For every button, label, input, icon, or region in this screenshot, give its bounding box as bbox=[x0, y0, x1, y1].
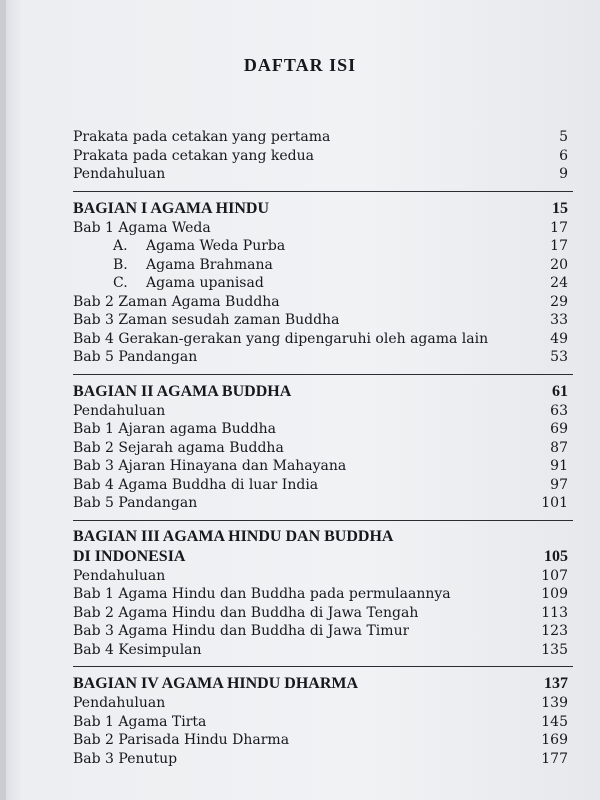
part-page: 105 bbox=[544, 547, 568, 565]
part-page: 137 bbox=[544, 675, 568, 692]
entry-page: 24 bbox=[550, 275, 568, 291]
part-heading bbox=[73, 198, 568, 219]
entry-label: Pendahuluan bbox=[73, 695, 166, 711]
entry-label: Bab 4 Agama Buddha di luar India bbox=[73, 476, 319, 493]
toc-entry bbox=[73, 567, 568, 586]
entry-page: 6 bbox=[559, 147, 568, 164]
entry-page: 169 bbox=[541, 732, 568, 748]
entry-page: 145 bbox=[541, 713, 568, 730]
part-title-line1: BAGIAN III AGAMA HINDU DAN BUDDHA bbox=[73, 527, 394, 545]
entry-page: 113 bbox=[541, 604, 568, 621]
toc-entry bbox=[73, 457, 568, 476]
entry-page: 69 bbox=[550, 421, 568, 437]
entry-page: 109 bbox=[541, 586, 568, 602]
entry-page: 87 bbox=[550, 439, 568, 456]
entry-label: Pendahuluan bbox=[73, 166, 166, 182]
entry-label: Bab 2 Agama Hindu dan Buddha di Jawa Tengah bbox=[73, 604, 419, 621]
toc-entry bbox=[73, 439, 568, 458]
part-title: BAGIAN II AGAMA BUDDHA bbox=[73, 382, 292, 400]
toc-entry bbox=[73, 604, 568, 623]
section-divider bbox=[73, 374, 573, 375]
entry-page: 20 bbox=[550, 256, 568, 273]
toc-entry bbox=[73, 348, 568, 367]
entry-page: 33 bbox=[550, 312, 568, 328]
entry-label: Bab 4 Gerakan-gerakan yang dipengaruhi oleh agama lain bbox=[73, 330, 489, 347]
entry-label: Bab 4 Kesimpulan bbox=[73, 641, 202, 658]
part-heading bbox=[73, 547, 568, 567]
part-heading bbox=[73, 381, 568, 402]
part-title-line2: DI INDONESIA bbox=[73, 547, 186, 565]
entry-label: Bab 2 Sejarah agama Buddha bbox=[73, 439, 284, 456]
toc-subentry bbox=[73, 237, 568, 256]
part-heading bbox=[73, 673, 568, 694]
entry-label: Bab 1 Agama Tirta bbox=[73, 713, 207, 730]
entry-page: 107 bbox=[541, 567, 568, 584]
entry-page: 49 bbox=[550, 330, 568, 347]
toc-entry bbox=[73, 713, 568, 732]
entry-page: 9 bbox=[559, 166, 568, 182]
part-page: 15 bbox=[552, 199, 568, 217]
toc-entry bbox=[73, 694, 568, 713]
entry-page: 139 bbox=[541, 695, 568, 711]
part-heading bbox=[73, 527, 568, 547]
entry-page: 91 bbox=[550, 458, 568, 474]
entry-label: Agama upanisad bbox=[146, 275, 264, 291]
entry-page: 101 bbox=[541, 495, 568, 511]
entry-page: 29 bbox=[550, 293, 568, 310]
toc-entry bbox=[73, 128, 568, 147]
entry-label: Pendahuluan bbox=[73, 402, 166, 419]
entry-label: Prakata pada cetakan yang kedua bbox=[73, 147, 314, 164]
section-divider bbox=[73, 666, 573, 667]
entry-label: Bab 3 Zaman sesudah zaman Buddha bbox=[73, 312, 340, 328]
subentry-letter: C. bbox=[113, 275, 128, 291]
entry-label: Bab 3 Agama Hindu dan Buddha di Jawa Timur bbox=[73, 623, 410, 639]
entry-label: Bab 1 Ajaran agama Buddha bbox=[73, 421, 277, 437]
entry-label: Bab 3 Penutup bbox=[73, 750, 178, 767]
part-title: BAGIAN IV AGAMA HINDU DHARMA bbox=[73, 675, 359, 692]
toc-entry bbox=[73, 731, 568, 750]
table-of-contents bbox=[73, 128, 568, 768]
entry-page: 97 bbox=[550, 476, 568, 493]
entry-page: 5 bbox=[559, 129, 568, 145]
entry-label: Bab 2 Parisada Hindu Dharma bbox=[73, 732, 290, 748]
page-title: DAFTAR ISI bbox=[243, 55, 357, 75]
toc-entry bbox=[73, 420, 568, 439]
part-page: 61 bbox=[552, 382, 568, 400]
entry-page: 17 bbox=[550, 238, 568, 254]
entry-label: Prakata pada cetakan yang pertama bbox=[73, 129, 331, 145]
toc-subentry bbox=[73, 274, 568, 293]
part-title: BAGIAN I AGAMA HINDU bbox=[73, 199, 270, 217]
section-divider bbox=[73, 191, 573, 192]
entry-page: 17 bbox=[550, 219, 568, 236]
entry-label: Bab 5 Pandangan bbox=[73, 349, 198, 365]
toc-entry bbox=[73, 219, 568, 238]
toc-entry bbox=[73, 165, 568, 184]
subentry-letter: B. bbox=[113, 256, 128, 273]
toc-entry bbox=[73, 147, 568, 166]
toc-entry bbox=[73, 641, 568, 660]
toc-entry bbox=[73, 622, 568, 641]
toc-entry bbox=[73, 585, 568, 604]
entry-label: Bab 1 Agama Weda bbox=[73, 219, 211, 236]
section-divider bbox=[73, 520, 573, 521]
entry-label: Bab 1 Agama Hindu dan Buddha pada permulaannya bbox=[73, 586, 451, 602]
toc-entry bbox=[73, 402, 568, 421]
entry-label: Agama Brahmana bbox=[146, 256, 273, 273]
entry-label: Bab 2 Zaman Agama Buddha bbox=[73, 293, 280, 310]
toc-entry bbox=[73, 330, 568, 349]
book-spine-shadow bbox=[0, 0, 6, 800]
entry-page: 135 bbox=[541, 641, 568, 658]
toc-entry bbox=[73, 476, 568, 495]
entry-page: 53 bbox=[550, 349, 568, 365]
subentry-letter: A. bbox=[113, 238, 128, 254]
toc-entry bbox=[73, 750, 568, 769]
toc-entry bbox=[73, 311, 568, 330]
entry-label: Agama Weda Purba bbox=[146, 238, 286, 254]
toc-entry bbox=[73, 494, 568, 513]
entry-label: Pendahuluan bbox=[73, 567, 166, 584]
toc-subentry bbox=[73, 256, 568, 275]
entry-page: 123 bbox=[541, 623, 568, 639]
toc-entry bbox=[73, 293, 568, 312]
entry-page: 177 bbox=[541, 750, 568, 767]
entry-label: Bab 5 Pandangan bbox=[73, 495, 198, 511]
entry-page: 63 bbox=[550, 402, 568, 419]
entry-label: Bab 3 Ajaran Hinayana dan Mahayana bbox=[73, 458, 347, 474]
